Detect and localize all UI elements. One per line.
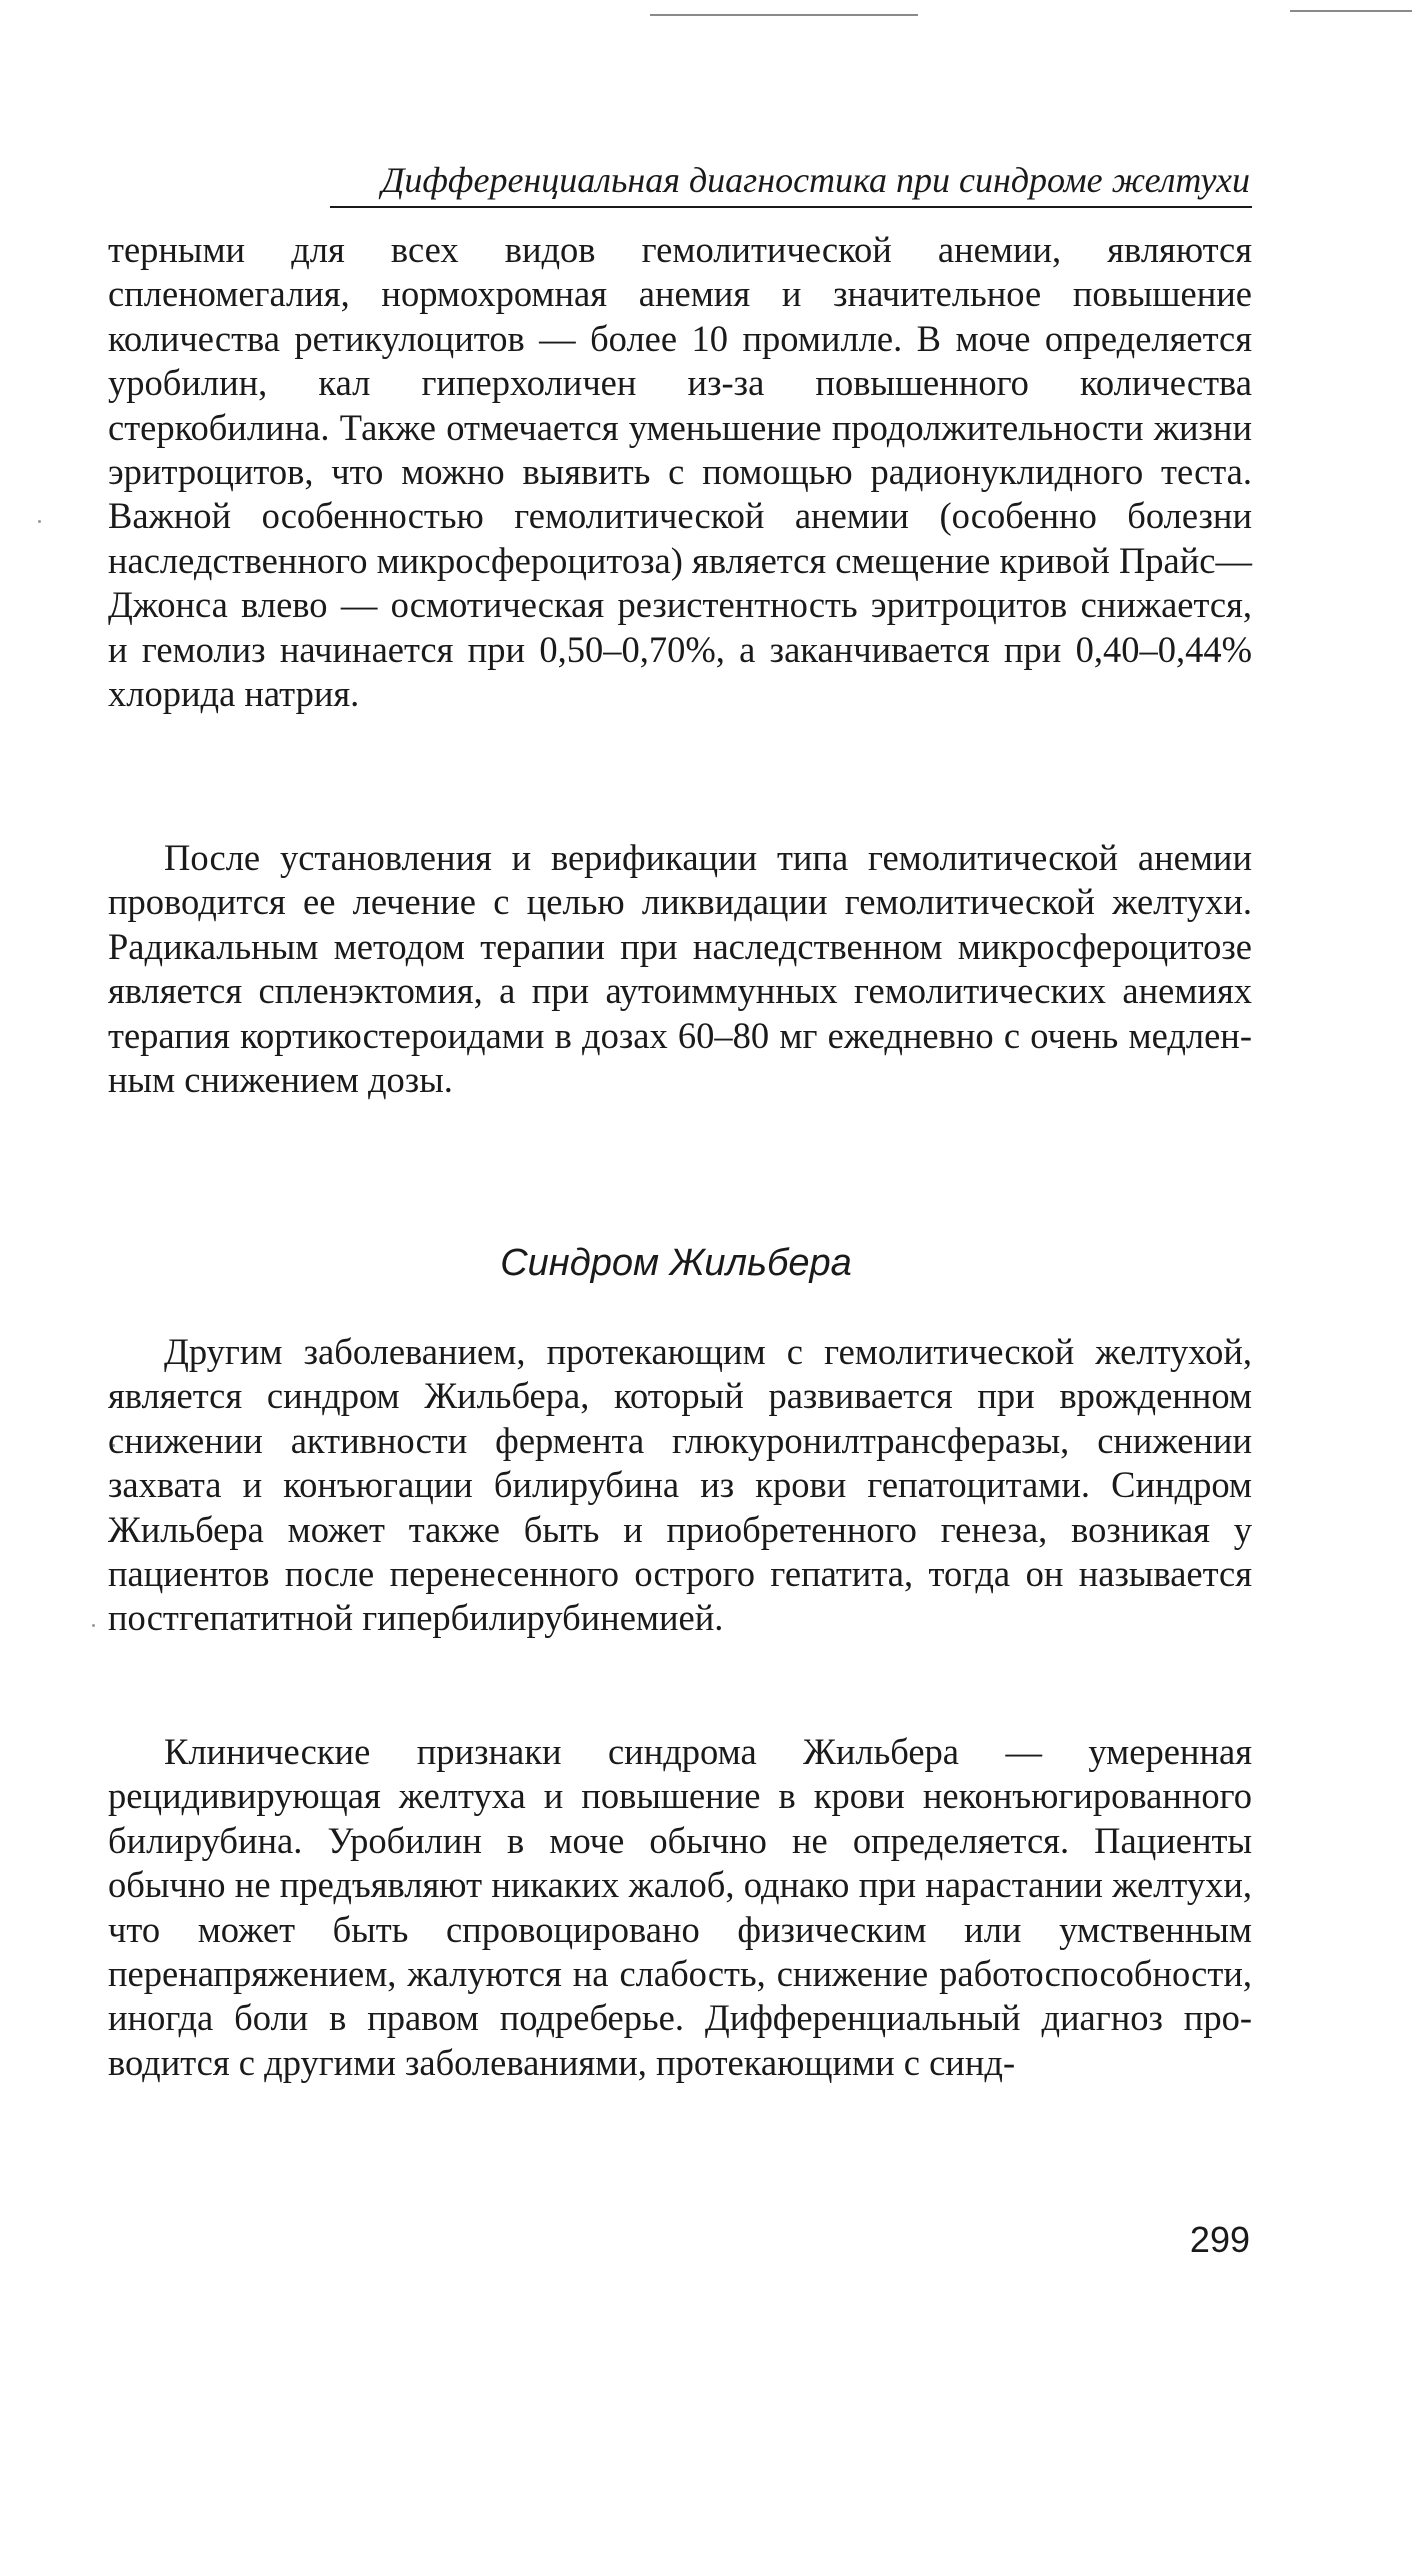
running-head: Дифференциальная диагностика при синдроме желтухи xyxy=(381,160,1250,200)
page-number: 299 xyxy=(1189,2219,1250,2260)
scan-speck xyxy=(38,520,41,523)
scan-speck xyxy=(92,1624,95,1627)
body-paragraph xyxy=(108,836,1252,1102)
paragraph-text: Другим заболеванием, протекающим с гемолитической желтухой, является синдром Жильбера, который развивается при врожденном снижении активности фермента глюкуронилтрансферазы, снижении захвата и конъюгации билирубина из крови гепатоцитами. Синдром Жильбера может также быть и приобретенного генеза, возникая у пациентов после перенесенного острого гепатита, тогда он называется постгепатитной гипербилирубинемией. xyxy=(108,1331,1252,1639)
body-paragraph xyxy=(108,228,1252,716)
scan-artifact-line xyxy=(1290,10,1412,12)
body-paragraph xyxy=(108,1730,1252,2085)
paragraph-text: терными для всех видов гемолитической анемии, являются спленомегалия, нормохромная анемия и значительное повышение количества ретикулоцитов — более 10 промилле. В моче определяется уробилин, кал гиперхоличен из-за повышенного количества стеркобилина. Также отмечается уменьшение продолжительности жизни эритроцитов, что можно выявить с помощью радионуклидного теста. Важной особенностью гемолитической анемии (особенно болезни наследственного микросфероцитоза) является смещение кривой Прайс—Джонса влево — осмотическая резистентность эритроцитов снижается, и гемолиз начинается при 0,50–0,70%, а заканчивается при 0,40–0,44% хлорида натрия. xyxy=(108,229,1252,715)
paragraph-text: Клинические признаки синдрома Жильбера — умеренная рецидивирующая желтуха и повышение в крови неконъюгированного билирубина. Уробилин в моче обычно не определяется. Пациенты обычно не предъявляют никаких жалоб, однако при нарастании желтухи, что может быть спровоцировано физическим или умственным перенапряжением, жалуются на слабость, снижение работоспособности, иногда боли в правом подреберье. Дифференциальный диагноз проводится с другими заболеваниями, протекающими с синд- xyxy=(108,1731,1252,2083)
section-heading: Синдром Жильбера xyxy=(500,1242,852,1284)
running-head-rule xyxy=(330,206,1252,208)
scan-artifact-line xyxy=(650,14,918,16)
paragraph-text: После установления и верификации типа гемолитической анемии проводится ее лечение с целью ликвидации гемолитической желтухи. Радикальным методом терапии при наследственном микросфероцитозе является спленэктомия, а при аутоиммунных гемолитических анемиях терапия кортикостероидами в дозах 60–80 мг ежедневно с очень медленным снижением дозы. xyxy=(108,837,1252,1101)
body-paragraph xyxy=(108,1330,1252,1641)
